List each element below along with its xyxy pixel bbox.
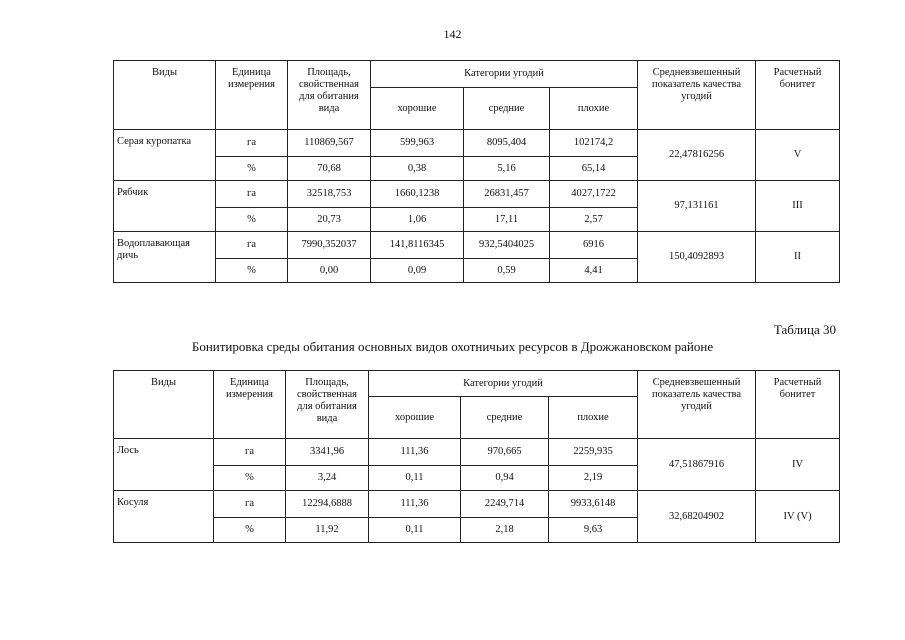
poor-cell: 9,63	[549, 518, 638, 543]
medium-cell: 5,16	[464, 157, 550, 181]
area-cell: 12294,6888	[286, 491, 369, 518]
table-row	[114, 130, 840, 157]
poor-cell: 2259,935	[549, 439, 638, 466]
bonitet-cell: IV	[756, 439, 840, 491]
header-categories: Категории угодий	[369, 371, 638, 397]
bonitet-table-2	[113, 370, 840, 543]
bonitet-cell: III	[756, 181, 840, 232]
poor-cell: 2,19	[549, 466, 638, 491]
header-species: Виды	[114, 371, 214, 439]
area-cell: 110869,567	[288, 130, 371, 157]
species-name: Серая куропатка	[114, 130, 216, 181]
unit-cell: %	[214, 466, 286, 491]
medium-cell: 2249,714	[461, 491, 549, 518]
poor-cell: 4027,1722	[550, 181, 638, 208]
good-cell: 0,09	[371, 259, 464, 283]
good-cell: 1,06	[371, 208, 464, 232]
medium-cell: 2,18	[461, 518, 549, 543]
medium-cell: 0,94	[461, 466, 549, 491]
area-cell: 20,73	[288, 208, 371, 232]
area-cell: 3,24	[286, 466, 369, 491]
poor-cell: 4,41	[550, 259, 638, 283]
header-good: хорошие	[369, 397, 461, 439]
unit-cell: га	[216, 181, 288, 208]
header-bonitet: Расчетный бонитет	[756, 61, 840, 130]
header-species: Виды	[114, 61, 216, 130]
unit-cell: га	[214, 491, 286, 518]
poor-cell: 102174,2	[550, 130, 638, 157]
species-name: Рябчик	[114, 181, 216, 232]
quality-cell: 150,4092893	[638, 232, 756, 283]
header-area: Площадь, свойственная для обитания вида	[288, 61, 371, 130]
table-row	[114, 439, 840, 466]
area-cell: 3341,96	[286, 439, 369, 466]
species-name: Водоплавающая дичь	[114, 232, 216, 283]
header-good: хорошие	[371, 88, 464, 130]
medium-cell: 17,11	[464, 208, 550, 232]
header-area: Площадь, свойственная для обитания вида	[286, 371, 369, 439]
species-name: Косуля	[114, 491, 214, 543]
good-cell: 599,963	[371, 130, 464, 157]
bonitet-cell: V	[756, 130, 840, 181]
header-medium: средние	[461, 397, 549, 439]
area-cell: 70,68	[288, 157, 371, 181]
header-poor: плохие	[549, 397, 638, 439]
quality-cell: 97,131161	[638, 181, 756, 232]
bonitet-cell: II	[756, 232, 840, 283]
unit-cell: га	[216, 232, 288, 259]
medium-cell: 0,59	[464, 259, 550, 283]
good-cell: 0,11	[369, 518, 461, 543]
area-cell: 11,92	[286, 518, 369, 543]
table-label: Таблица 30	[773, 322, 836, 337]
table-row	[114, 232, 840, 259]
header-categories: Категории угодий	[371, 61, 638, 88]
bonitet-cell: IV (V)	[756, 491, 840, 543]
good-cell: 141,8116345	[371, 232, 464, 259]
area-cell: 32518,753	[288, 181, 371, 208]
unit-cell: га	[214, 439, 286, 466]
header-unit: Единица измерения	[214, 371, 286, 439]
unit-cell: %	[216, 208, 288, 232]
good-cell: 111,36	[369, 439, 461, 466]
bonitet-table-1	[113, 60, 840, 283]
poor-cell: 6916	[550, 232, 638, 259]
area-cell: 7990,352037	[288, 232, 371, 259]
species-name: Лось	[114, 439, 214, 491]
header-quality: Средневзвешенный показатель качества угодий	[638, 61, 756, 130]
unit-cell: %	[216, 157, 288, 181]
poor-cell: 2,57	[550, 208, 638, 232]
medium-cell: 970,665	[461, 439, 549, 466]
unit-cell: га	[216, 130, 288, 157]
unit-cell: %	[216, 259, 288, 283]
table-row	[114, 491, 840, 518]
good-cell: 1660,1238	[371, 181, 464, 208]
good-cell: 0,38	[371, 157, 464, 181]
good-cell: 111,36	[369, 491, 461, 518]
header-medium: средние	[464, 88, 550, 130]
quality-cell: 22,47816256	[638, 130, 756, 181]
quality-cell: 47,51867916	[638, 439, 756, 491]
poor-cell: 9933,6148	[549, 491, 638, 518]
medium-cell: 8095,404	[464, 130, 550, 157]
page-number: 142	[443, 27, 462, 41]
area-cell: 0,00	[288, 259, 371, 283]
unit-cell: %	[214, 518, 286, 543]
medium-cell: 932,5404025	[464, 232, 550, 259]
table-row	[114, 181, 840, 208]
header-unit: Единица измерения	[216, 61, 288, 130]
poor-cell: 65,14	[550, 157, 638, 181]
table-title: Бонитировка среды обитания основных видов охотничьих ресурсов в Дрожжановском районе	[191, 339, 714, 354]
medium-cell: 26831,457	[464, 181, 550, 208]
good-cell: 0,11	[369, 466, 461, 491]
header-quality: Средневзвешенный показатель качества угодий	[638, 371, 756, 439]
header-bonitet: Расчетный бонитет	[756, 371, 840, 439]
header-poor: плохие	[550, 88, 638, 130]
quality-cell: 32,68204902	[638, 491, 756, 543]
